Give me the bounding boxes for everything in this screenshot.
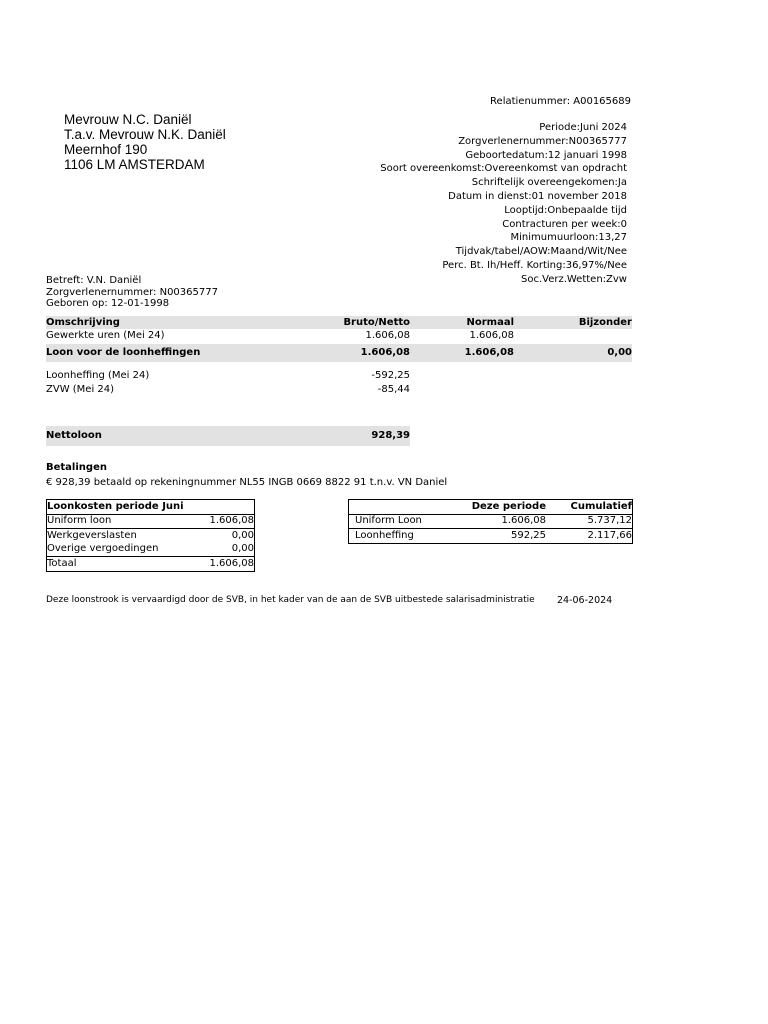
betreft-geboren: Geboren op: 12-01-1998 [46,298,170,309]
payslip-meta [380,121,627,287]
table-header-band [46,316,632,329]
meta-tijdvak: Tijdvak/tabel/AOW:Maand/Wit/Nee [455,246,627,258]
loonkosten-header-row [47,500,254,515]
table-row [47,543,254,558]
table-row [47,529,254,543]
loon-bruto: 1.606,08 [360,347,410,358]
cumulatief-periode: 1.606,08 [501,515,546,527]
loonkosten-total-label: Totaal [47,557,77,569]
meta-soort-overeenkomst: Soort overeenkomst:Overeenkomst van opdracht [380,163,627,175]
zvw-label: ZVW (Mei 24) [46,384,115,395]
loonheffing-label: Loonheffing (Mei 24) [46,370,150,381]
header-bruto-netto: Bruto/Netto [343,317,410,328]
address-line-1: Mevrouw N.C. Daniël [64,112,192,127]
loonheffing-bruto: -592,25 [371,370,410,381]
meta-minimumuurloon: Minimumuurloon:13,27 [510,232,627,244]
header-omschrijving: Omschrijving [46,317,120,328]
meta-soc-verz: Soc.Verz.Wetten:Zvw [520,273,627,285]
meta-datum-in-dienst: Datum in dienst:01 november 2018 [448,190,627,202]
cumulatief-label: Uniform Loon [355,515,422,527]
loonkosten-value: 1.606,08 [209,515,254,527]
table-row [349,529,632,543]
loonkosten-table [46,499,255,572]
nettoloon-value: 928,39 [371,430,410,441]
footer-text: Deze loonstrook is vervaardigd door de SVB, in het kader van de aan de SVB uitbestede salarisadministratie [46,595,535,605]
meta-periode: Periode:Juni 2024 [539,122,627,133]
nettoloon-label: Nettoloon [46,430,102,441]
cumulatief-value: 5.737,12 [587,515,632,527]
loonkosten-label: Werkgeverslasten [47,529,137,541]
loonkosten-total-value: 1.606,08 [209,557,254,569]
loonkosten-value: 0,00 [231,543,254,555]
loon-label: Loon voor de loonheffingen [46,347,201,358]
header-deze-periode: Deze periode [471,500,546,512]
address-line-2: T.a.v. Mevrouw N.K. Daniël [64,127,226,142]
cumulatief-label: Loonheffing [355,529,414,541]
meta-zorgverlenernummer: Zorgverlenernummer:N00365777 [458,135,627,147]
meta-looptijd: Looptijd:Onbepaalde tijd [504,204,627,216]
betreft-name: Betreft: V.N. Daniël [46,275,142,286]
address-line-3: Meernhof 190 [64,142,148,157]
meta-contracturen: Contracturen per week:0 [502,218,627,230]
betalingen-title: Betalingen [46,462,107,473]
gewerkte-uren-normaal: 1.606,08 [469,330,514,341]
header-bijzonder: Bijzonder [578,317,632,328]
loonkosten-value: 0,00 [231,529,254,541]
cumulatief-table [348,499,633,544]
table-row [47,557,254,571]
meta-geboortedatum: Geboortedatum:12 januari 1998 [465,149,627,161]
relatienummer: Relatienummer: A00165689 [490,96,631,107]
betalingen-text: € 928,39 betaald op rekeningnummer NL55 INGB 0669 8822 91 t.n.v. VN Daniel [46,477,448,488]
loonkosten-label: Uniform loon [47,515,112,527]
address-line-4: 1106 LM AMSTERDAM [64,157,205,172]
footer-date: 24-06-2024 [557,595,613,606]
betreft-block [46,275,218,310]
betreft-zorgverlener: Zorgverlenernummer: N00365777 [46,286,218,298]
zvw-bruto: -85,44 [377,384,410,395]
table-row [349,515,632,530]
cumulatief-header-row [349,500,632,515]
cumulatief-periode: 592,25 [511,529,546,541]
gewerkte-uren-label: Gewerkte uren (Mei 24) [46,330,165,341]
cumulatief-value: 2.117,66 [587,529,632,541]
header-cumulatief: Cumulatief [570,500,632,512]
loon-bijzonder: 0,00 [607,347,632,358]
loonkosten-label: Overige vergoedingen [47,543,159,555]
header-normaal: Normaal [466,317,514,328]
meta-schriftelijk: Schriftelijk overeengekomen:Ja [471,177,627,189]
recipient-address [64,112,226,172]
loonkosten-title: Loonkosten periode Juni [47,500,184,512]
loon-normaal: 1.606,08 [464,347,514,358]
gewerkte-uren-bruto: 1.606,08 [365,330,410,341]
table-row [47,515,254,530]
meta-percentage: Perc. Bt. Ih/Heff. Korting:36,97%/Nee [442,259,627,271]
